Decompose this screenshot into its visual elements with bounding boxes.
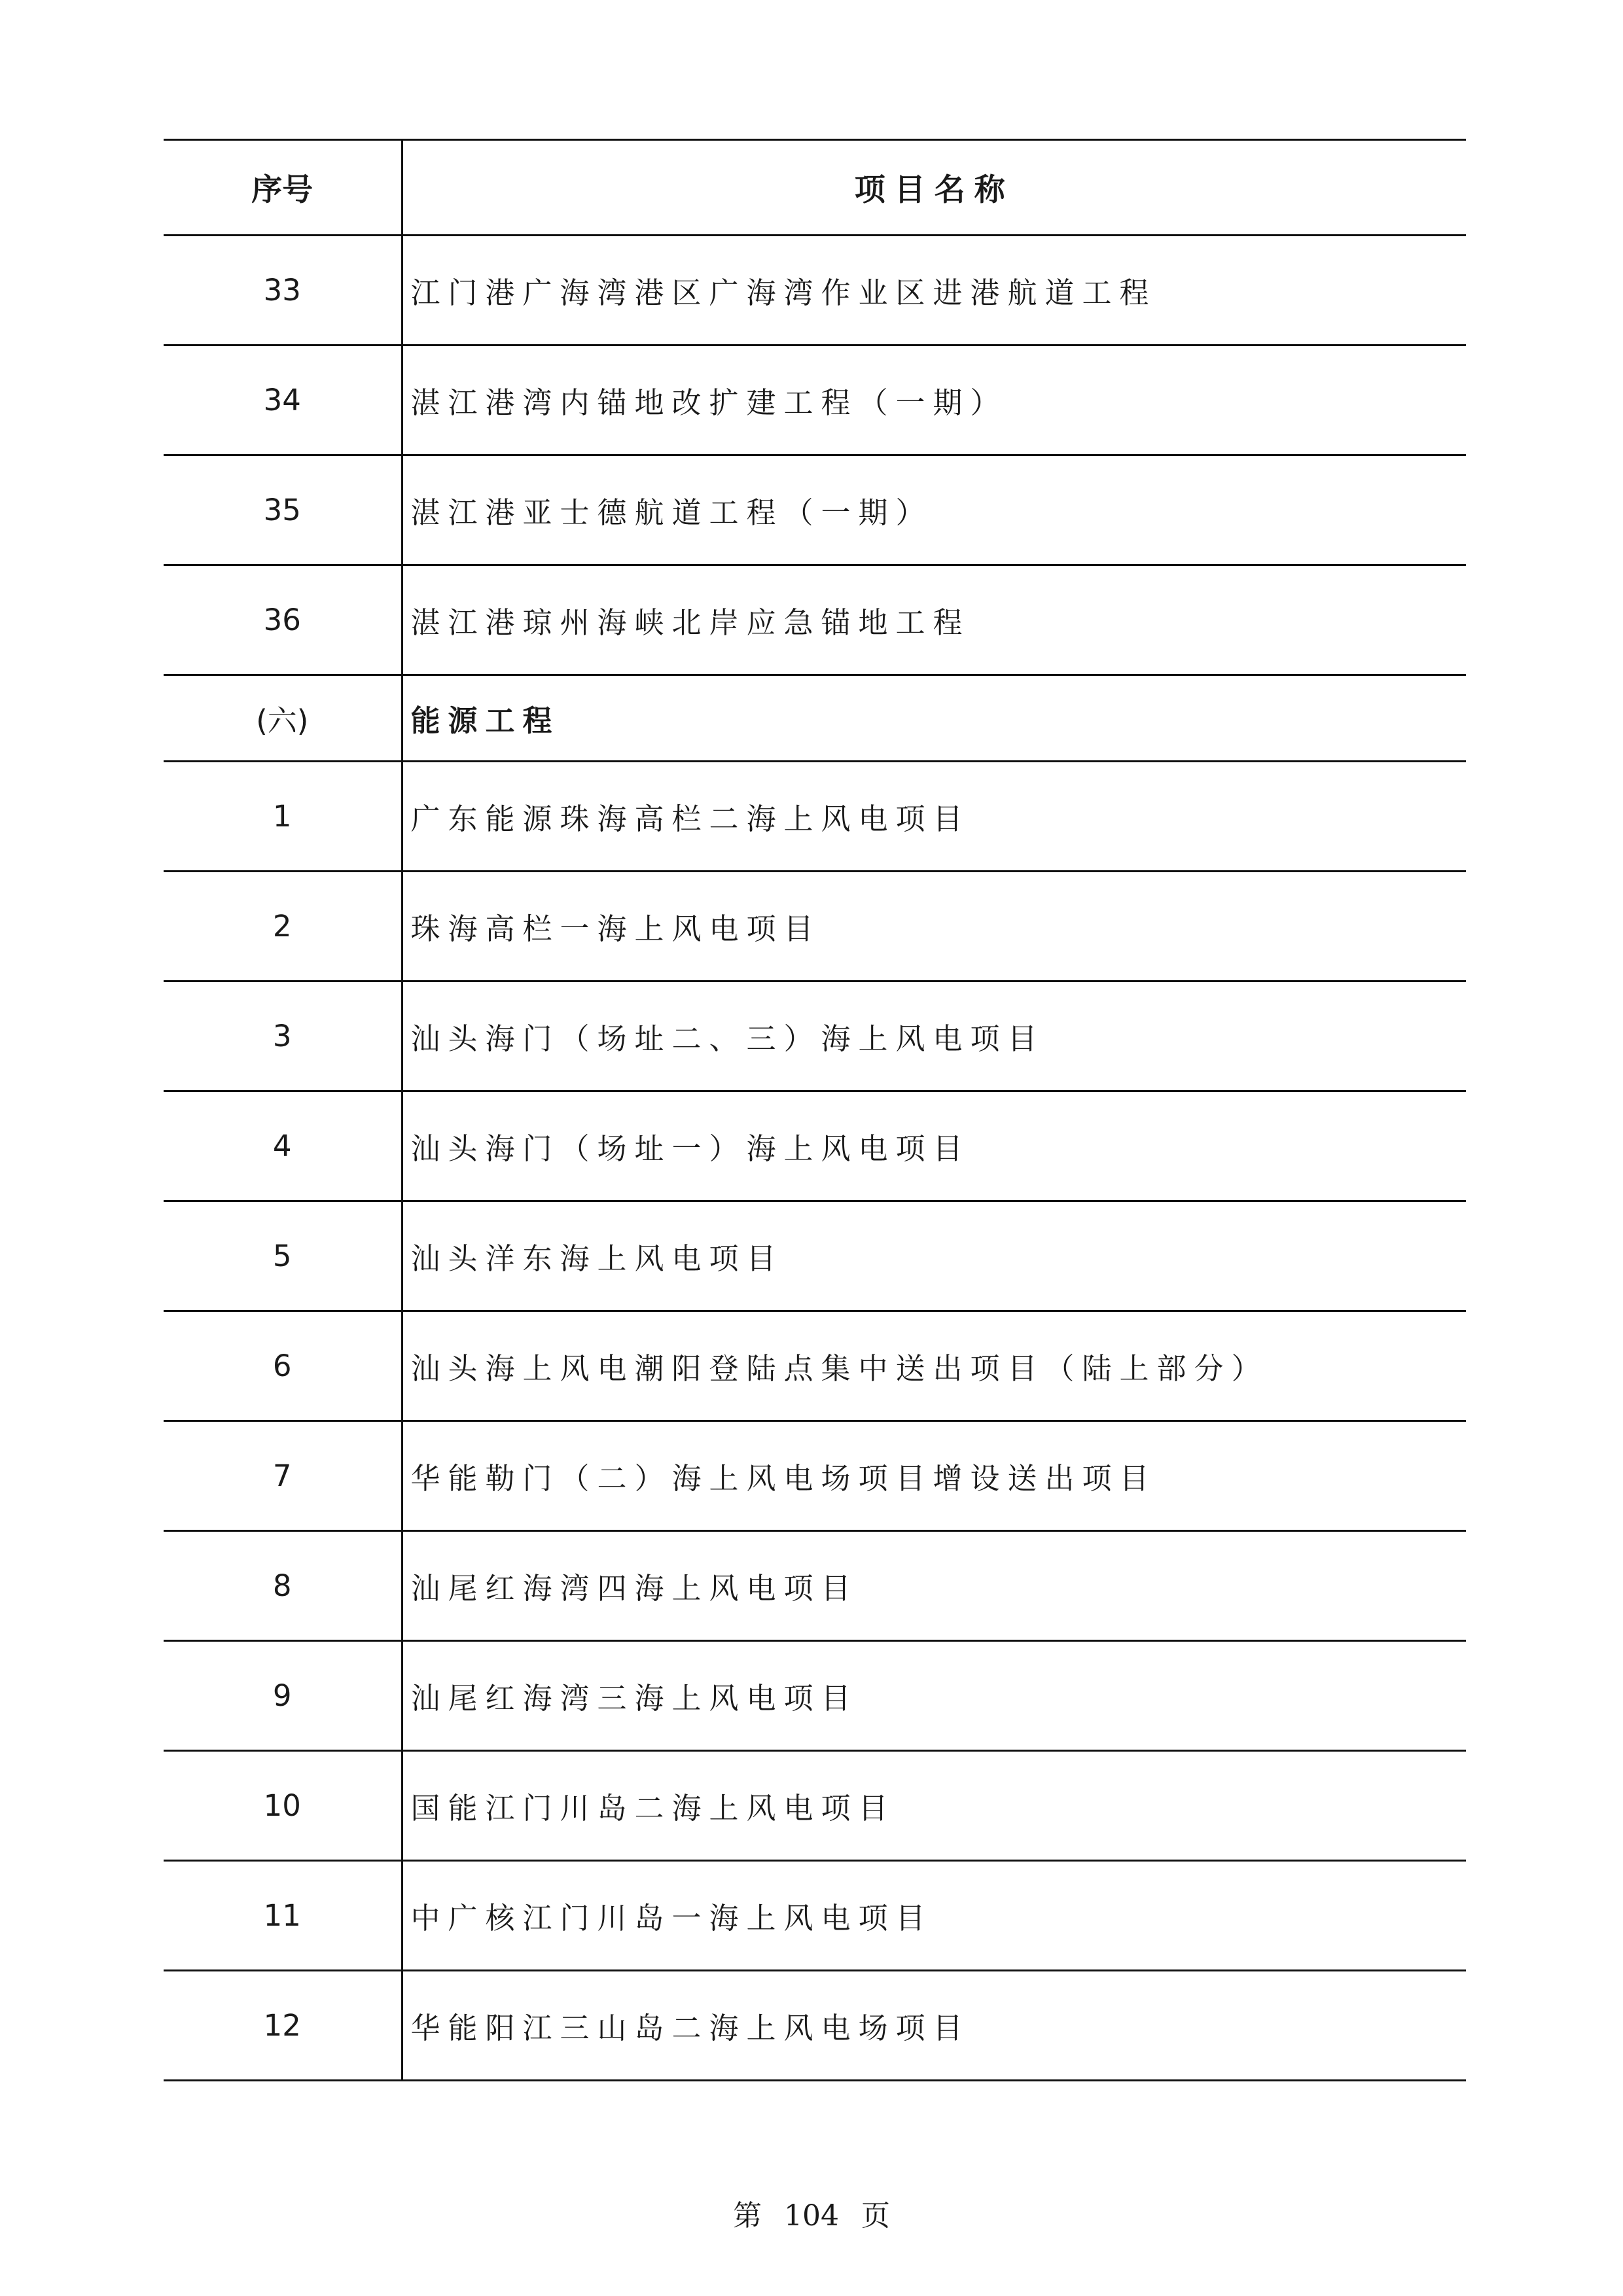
table-row bbox=[164, 1861, 1466, 1971]
row-project-name: 珠海高栏一海上风电项目 bbox=[410, 911, 821, 946]
table-row bbox=[164, 872, 1466, 981]
table-row bbox=[164, 1311, 1466, 1421]
project-table-container bbox=[164, 139, 1466, 2081]
row-number: 35 bbox=[164, 455, 402, 565]
table-row bbox=[164, 345, 1466, 455]
row-number: 36 bbox=[164, 565, 402, 675]
row-project-name: 湛江港亚士德航道工程（一期） bbox=[410, 495, 933, 530]
row-number: 6 bbox=[164, 1311, 402, 1421]
row-project-name: 江门港广海湾港区广海湾作业区进港航道工程 bbox=[410, 275, 1157, 310]
page-footer bbox=[0, 2192, 1623, 2234]
row-project-name: 汕头海门（场址一）海上风电项目 bbox=[410, 1131, 971, 1166]
header-project-name: 项目名称 bbox=[854, 172, 1014, 208]
row-number: 8 bbox=[164, 1531, 402, 1641]
table-row bbox=[164, 565, 1466, 675]
table-row bbox=[164, 236, 1466, 345]
row-number: 11 bbox=[164, 1861, 402, 1971]
table-row bbox=[164, 1421, 1466, 1531]
row-project-name: 中广核江门川岛一海上风电项目 bbox=[410, 1901, 933, 1935]
row-project-name: 华能勒门（二）海上风电场项目增设送出项目 bbox=[410, 1461, 1157, 1496]
row-number: 10 bbox=[164, 1751, 402, 1861]
row-number: 12 bbox=[164, 1971, 402, 2081]
page-number: 104 bbox=[784, 2199, 839, 2233]
row-number: 33 bbox=[164, 236, 402, 345]
page-prefix: 第 bbox=[733, 2199, 762, 2233]
table-row bbox=[164, 1091, 1466, 1201]
row-project-name: 广东能源珠海高栏二海上风电项目 bbox=[410, 802, 971, 836]
row-project-name: 湛江港琼州海峡北岸应急锚地工程 bbox=[410, 605, 971, 640]
row-number: 34 bbox=[164, 345, 402, 455]
row-project-name: 湛江港湾内锚地改扩建工程（一期） bbox=[410, 385, 1008, 420]
section-title: 能源工程 bbox=[410, 703, 560, 738]
row-project-name: 汕尾红海湾三海上风电项目 bbox=[410, 1681, 859, 1716]
row-project-name: 汕头海上风电潮阳登陆点集中送出项目（陆上部分） bbox=[410, 1351, 1269, 1386]
table-row bbox=[164, 762, 1466, 872]
row-number: 2 bbox=[164, 872, 402, 981]
table-row bbox=[164, 981, 1466, 1091]
row-number: 7 bbox=[164, 1421, 402, 1531]
row-number: 4 bbox=[164, 1091, 402, 1201]
row-project-name: 国能江门川岛二海上风电项目 bbox=[410, 1791, 896, 1826]
table-row bbox=[164, 1971, 1466, 2081]
project-table bbox=[164, 139, 1466, 2081]
row-number: 9 bbox=[164, 1641, 402, 1751]
row-number: 5 bbox=[164, 1201, 402, 1311]
row-project-name: 汕头海门（场址二、三）海上风电项目 bbox=[410, 1021, 1045, 1056]
row-number: 3 bbox=[164, 981, 402, 1091]
table-row bbox=[164, 1201, 1466, 1311]
table-row bbox=[164, 455, 1466, 565]
table-header-row bbox=[164, 140, 1466, 236]
page-suffix: 页 bbox=[861, 2199, 890, 2233]
section-number: (六) bbox=[164, 675, 402, 762]
row-project-name: 汕头洋东海上风电项目 bbox=[410, 1241, 784, 1276]
row-project-name: 华能阳江三山岛二海上风电场项目 bbox=[410, 2011, 971, 2045]
table-row bbox=[164, 1641, 1466, 1751]
row-project-name: 汕尾红海湾四海上风电项目 bbox=[410, 1571, 859, 1606]
header-serial-number: 序号 bbox=[164, 140, 402, 236]
table-row bbox=[164, 1531, 1466, 1641]
table-row bbox=[164, 1751, 1466, 1861]
section-header-row bbox=[164, 675, 1466, 762]
row-number: 1 bbox=[164, 762, 402, 872]
